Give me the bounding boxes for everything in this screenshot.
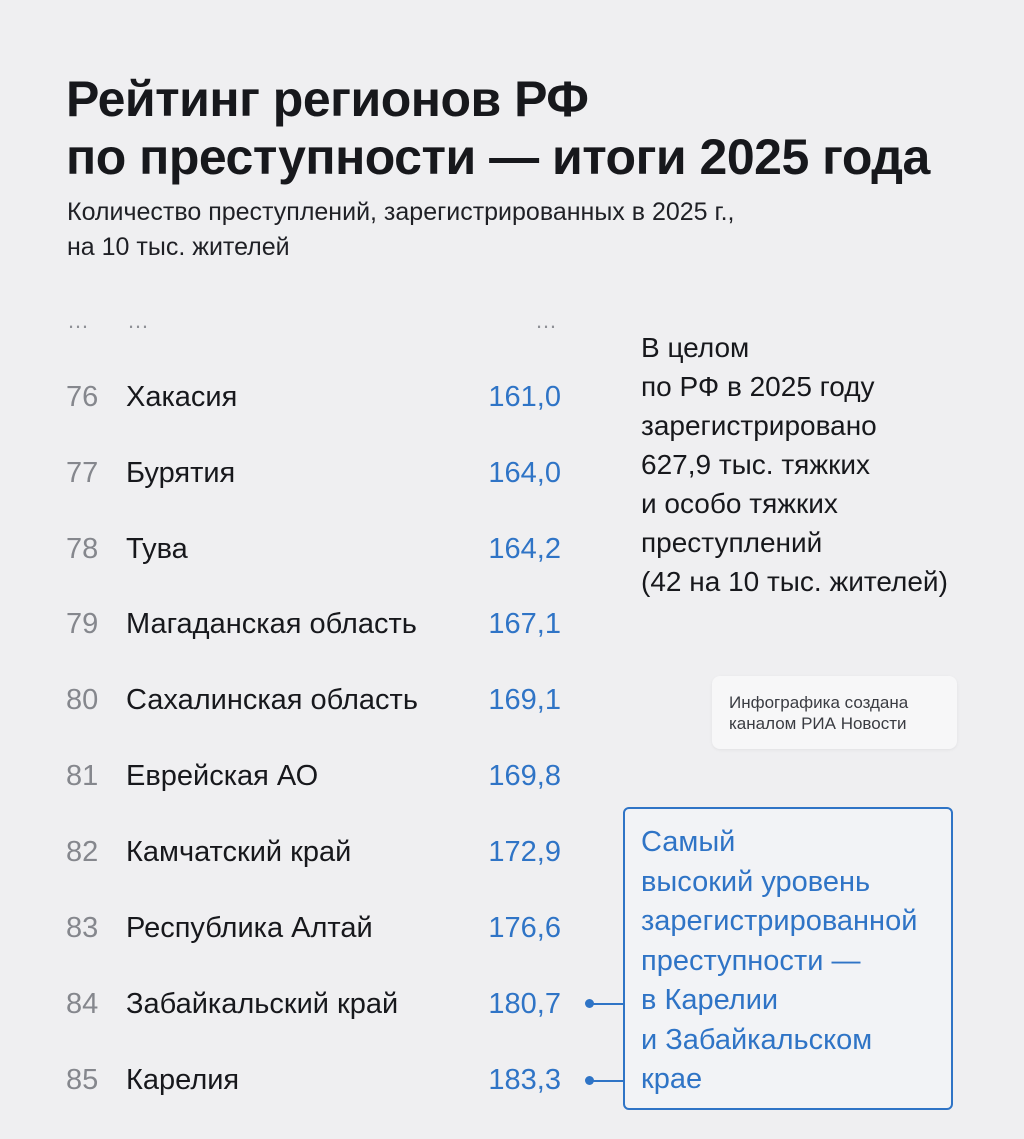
crime-rate-value: 169,1 [488,684,561,716]
rank-number: 82 [66,836,99,868]
table-row [0,908,600,948]
region-name: Карелия [126,1064,240,1096]
callout-text [641,823,917,1100]
rank-number: 83 [66,912,99,944]
region-name: Забайкальский край [126,988,399,1020]
region-name: Тува [126,533,188,565]
rank-number: 77 [66,457,99,489]
crime-rate-value: 164,2 [488,533,561,565]
summary-line: и особо тяжких [641,488,838,519]
crime-rate-value: 161,0 [488,381,561,413]
summary-line: по РФ в 2025 году [641,371,875,402]
subtitle-line-2: на 10 тыс. жителей [67,233,290,261]
highlight-callout [623,807,953,1110]
connector-line [590,1080,624,1082]
callout-line: зарегистрированной [641,905,918,937]
table-row [0,377,600,417]
table-row [0,453,600,493]
callout-line: и Забайкальском [641,1023,873,1056]
crime-rate-value: 169,8 [488,760,561,792]
summary-line: 627,9 тыс. тяжких [641,449,870,480]
table-row [0,529,600,569]
credit-badge [712,676,957,749]
callout-line: крае [641,1063,703,1095]
ellipsis-region: … [127,308,150,333]
rank-number: 85 [66,1064,99,1096]
rank-number: 80 [66,684,99,716]
table-row [0,832,600,872]
summary-line: преступлений [641,527,823,558]
crime-rate-value: 167,1 [488,608,561,640]
ellipsis-rank: … [67,308,90,333]
summary-line: В целом [641,332,750,363]
credit-line-2: каналом РИА Новости [729,714,907,733]
subtitle-line-1: Количество преступлений, зарегистрированных в 2025 г., [67,198,735,226]
rank-number: 79 [66,608,99,640]
callout-line: высокий уровень [641,865,871,898]
credit-line-1: Инфографика создана [729,693,909,712]
table-row [0,680,600,720]
callout-line: Самый [641,826,736,858]
table-row [0,756,600,796]
region-name: Сахалинская область [126,684,418,716]
title-line-2: по преступности — итоги 2025 года [66,129,930,185]
rank-number: 81 [66,760,99,792]
summary-line: зарегистрировано [641,410,877,441]
callout-line: преступности — [641,944,861,977]
callout-line: в Карелии [641,984,779,1016]
rank-number: 84 [66,988,99,1020]
region-name: Еврейская АО [126,760,319,792]
crime-rate-value: 164,0 [488,457,561,489]
connector-line [590,1003,624,1005]
region-name: Республика Алтай [126,912,373,944]
region-name: Хакасия [126,381,238,413]
page-subtitle [67,195,735,265]
rank-number: 76 [66,381,99,413]
summary-note [641,328,948,601]
region-name: Магаданская область [126,608,417,640]
crime-rate-value: 180,7 [488,988,561,1020]
ellipsis-value: … [535,308,558,333]
summary-line: (42 на 10 тыс. жителей) [641,566,948,597]
credit-text [729,692,908,734]
table-row [0,984,600,1024]
crime-rate-value: 172,9 [488,836,561,868]
region-name: Камчатский край [126,836,352,868]
table-row [0,604,600,644]
page-title [66,70,930,186]
table-row [0,1060,600,1100]
rank-number: 78 [66,533,99,565]
crime-rate-value: 183,3 [488,1064,561,1096]
crime-rate-value: 176,6 [488,912,561,944]
title-line-1: Рейтинг регионов РФ [66,71,589,127]
region-name: Бурятия [126,457,236,489]
